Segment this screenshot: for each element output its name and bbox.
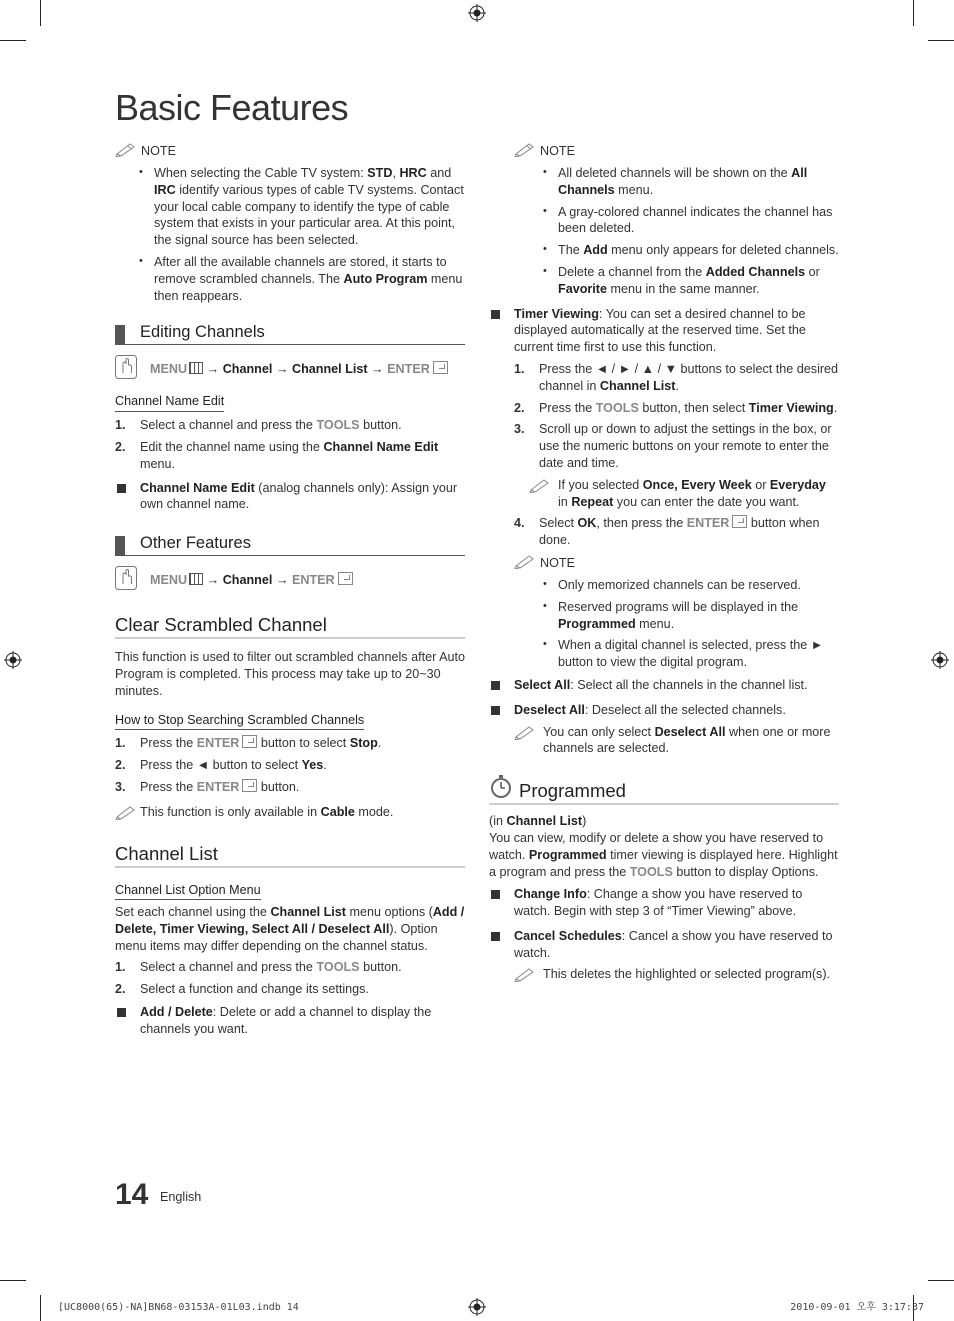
pencil-icon (514, 966, 536, 982)
pencil-icon (514, 553, 536, 569)
subheading: Channel List Option Menu (115, 882, 261, 901)
crop-mark (40, 1295, 41, 1321)
feature-item: Channel Name Edit (analog channels only): Assign your own channel name. (115, 480, 465, 514)
imprint-date: 2010-09-01 오후 3:17:37 (790, 1302, 924, 1313)
registration-mark-icon (931, 651, 949, 669)
left-column (115, 143, 465, 1043)
note-label: NOTE (141, 144, 176, 158)
step-item: 3. Scroll up or down to adjust the settings in the box, or use the numeric buttons on your remote to enter the date and time. (514, 422, 832, 470)
registration-mark-icon (468, 1298, 486, 1316)
list-item: • After all the available channels are stored, it starts to remove scrambled channels. The Auto Program menu then reappears. (139, 254, 465, 304)
feature-item: Add / Delete: Delete or add a channel to display the channels you want. (115, 1004, 465, 1038)
step-item: 2. Press the TOOLS button, then select Timer Viewing. (514, 400, 838, 415)
imprint-file: [UC8000(65)-NA]BN68-03153A-01L03.indb 14 (58, 1302, 299, 1313)
page-title: Basic Features (115, 87, 349, 128)
feature-item-cancel-schedules: Cancel Schedules: Cancel a show you have reserved to watch. (489, 928, 839, 962)
paragraph: Set each channel using the Channel List menu options (Add / Delete, Timer Viewing, Select All / Deselect All). Option menu items may differ depending on the channel status. (115, 905, 465, 953)
list-item: • Delete a channel from the Added Channels or Favorite menu in the same manner. (543, 264, 839, 298)
step-item: 1. Select a channel and press the TOOLS button. (115, 959, 402, 974)
note-heading: NOTE (514, 143, 839, 161)
section-title-channel-list: Channel List (115, 843, 465, 868)
registration-mark-icon (468, 4, 486, 22)
feature-item-deselect-all: Deselect All: Deselect all the selected channels. (489, 702, 839, 719)
section-heading-editing: Editing Channels (115, 322, 465, 345)
note-list (139, 165, 465, 304)
feature-item-change-info: Change Info: Change a show you have reserved to watch. Begin with step 3 of “Timer Viewing” above. (489, 886, 839, 920)
paragraph: You can view, modify or delete a show you have reserved to watch. Programmed timer viewing is displayed here. Highlight a program and press the TOOLS button to display Options. (489, 830, 838, 879)
feature-item-timer: Timer Viewing: You can set a desired channel to be displayed automatically at the reserved time. Set the current time first to use this function. (489, 306, 839, 356)
pencil-icon (115, 141, 137, 157)
feature-item-select-all: Select All: Select all the channels in the channel list. (489, 677, 839, 694)
note-list (543, 577, 839, 671)
list-item: • Reserved programs will be displayed in the Programmed menu. (543, 599, 839, 633)
page-number: 14 (115, 1178, 149, 1211)
step-item: 2. Press the ◄ button to select Yes. (115, 758, 327, 773)
step-item: 3. Press the ENTER button. (115, 779, 300, 794)
crop-mark (928, 40, 954, 41)
menu-path: MENU → Channel → ENTER (115, 566, 465, 594)
clock-icon (489, 775, 513, 799)
step-item: 1. Press the ENTER button to select Stop. (115, 736, 382, 751)
paragraph: This function is used to filter out scrambled channels after Auto Program is completed. This process may take up to 20~30 minutes. (115, 650, 466, 698)
pencil-icon (529, 477, 551, 493)
pencil-icon (115, 804, 137, 820)
step-item: 1. Press the ◄ / ► / ▲ / ▼ buttons to select the desired channel in Channel List. (514, 361, 839, 393)
step-item: 1. Select a channel and press the TOOLS button. (115, 418, 402, 433)
hand-icon (115, 566, 137, 590)
subheading: How to Stop Searching Scrambled Channels (115, 712, 364, 731)
list-item: • All deleted channels will be shown on the All Channels menu. (543, 165, 839, 199)
section-heading-other: Other Features (115, 533, 465, 556)
crop-mark (0, 40, 26, 41)
page-language: English (160, 1190, 202, 1204)
crop-mark (40, 0, 41, 26)
note-heading: NOTE (514, 555, 839, 573)
list-item: • The Add menu only appears for deleted channels. (543, 242, 839, 259)
inline-note: This function is only available in Cable mode. (115, 804, 465, 821)
hand-icon (115, 355, 137, 379)
step-item: 2. Edit the channel name using the Channel Name Edit menu. (115, 439, 439, 471)
list-item: • When selecting the Cable TV system: STD, HRC and IRC identify various types of cable TV systems. Contact your local cable company to identify the type of cable system that exists in your particular area. At this point, the signal source has been selected. (139, 165, 465, 249)
crop-mark (913, 0, 914, 26)
inline-note: If you selected Once, Every Week or Everyday in Repeat you can enter the date you want. (529, 477, 839, 511)
step-item: 2. Select a function and change its settings. (115, 981, 369, 996)
right-column (489, 143, 839, 988)
paragraph: (in Channel List) (489, 814, 587, 829)
inline-note: You can only select Deselect All when one or more channels are selected. (514, 724, 839, 758)
subheading: Channel Name Edit (115, 393, 224, 412)
note-heading (115, 143, 465, 161)
crop-mark (0, 1280, 26, 1281)
note-list (543, 165, 839, 298)
menu-path: MENU → Channel → Channel List → ENTER (115, 355, 465, 383)
list-item: • When a digital channel is selected, press the ► button to view the digital program. (543, 637, 839, 671)
step-item: 4. Select OK, then press the ENTER button when done. (514, 516, 820, 548)
section-title-scrambled: Clear Scrambled Channel (115, 614, 465, 639)
list-item: • Only memorized channels can be reserved. (543, 577, 839, 594)
pencil-icon (514, 724, 536, 740)
list-item: • A gray-colored channel indicates the channel has been deleted. (543, 204, 839, 238)
inline-note: This deletes the highlighted or selected program(s). (514, 966, 839, 983)
section-title-programmed: Programmed (489, 775, 839, 805)
crop-mark (928, 1280, 954, 1281)
registration-mark-icon (4, 651, 22, 669)
pencil-icon (514, 141, 536, 157)
